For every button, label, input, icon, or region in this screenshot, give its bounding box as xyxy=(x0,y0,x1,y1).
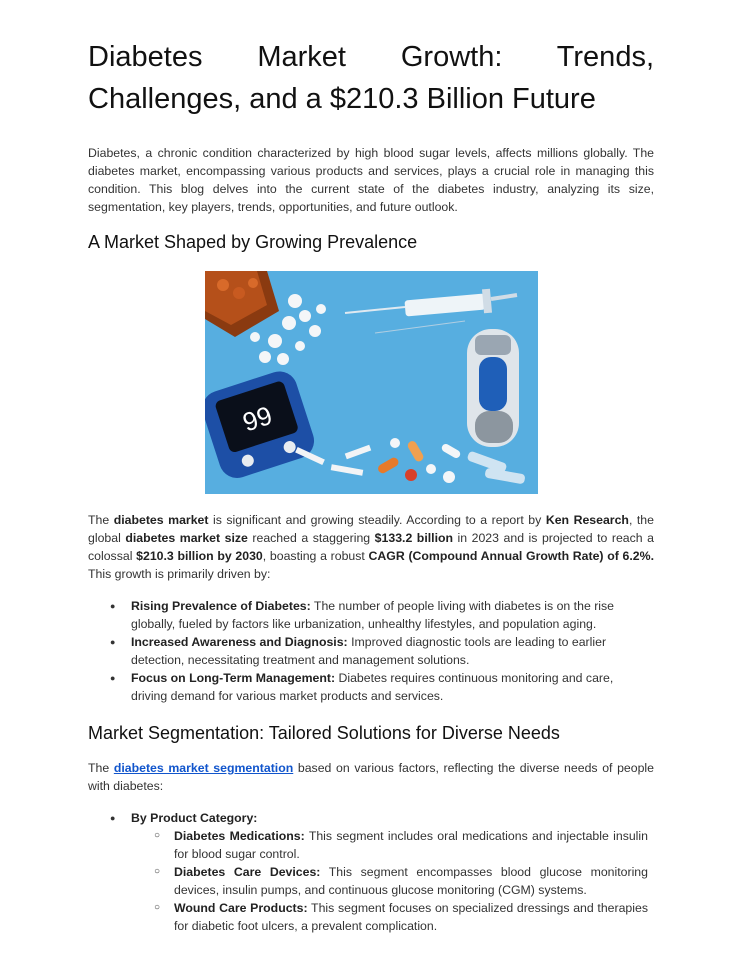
diabetes-supplies-image xyxy=(205,271,538,494)
list-item: ● Focus on Long-Term Management: Diabetes requires continuous monitoring and care, driving demand for various market products and services. xyxy=(131,669,648,705)
list-item: ○ Diabetes Care Devices: This segment encompasses blood glucose monitoring devices, insulin pumps, and continuous glucose monitoring (CGM) systems. xyxy=(174,863,648,899)
list-item: ○ Diabetes Medications: This segment includes oral medications and injectable insulin for blood sugar control. xyxy=(174,827,648,863)
document-page xyxy=(88,36,654,935)
segmentation-link[interactable]: diabetes market segmentation xyxy=(113,761,294,775)
list-item: ○ Wound Care Products: This segment focuses on specialized dressings and therapies for diabetic foot ulcers, a prevalent complication. xyxy=(174,899,648,935)
growth-drivers-list xyxy=(88,597,654,705)
section-heading-segmentation: Market Segmentation: Tailored Solutions for Diverse Needs xyxy=(88,723,560,743)
section-heading-prevalence: A Market Shaped by Growing Prevalence xyxy=(88,232,418,252)
intro-paragraph: Diabetes, a chronic condition characterized by high blood sugar levels, affects millions globally. The diabetes market, encompassing various products and services, plays a crucial role in managing this condition. This blog delves into the current state of the diabetes industry, analyzing its size, segmentation, key players, trends, opportunities, and future outlook. xyxy=(88,146,654,214)
segmentation-list xyxy=(88,809,654,935)
lancing-device-icon xyxy=(467,329,519,447)
product-category-sublist xyxy=(131,827,648,935)
list-item: ● Rising Prevalence of Diabetes: The number of people living with diabetes is on the rise globally, fueled by factors like urbanization, unhealthy lifestyles, and population aging. xyxy=(131,597,648,633)
page-title: Diabetes Market Growth: Trends, Challenges, and a $210.3 Billion Future xyxy=(88,41,654,115)
market-size-paragraph: The diabetes market is significant and growing steadily. According to a report by Ken Research, the global diabetes market size reached a staggering $133.2 billion in 2023 and is projected to reach a colossal $210.3 billion by 2030, boasting a robust CAGR (Compound Annual Growth Rate) of 6.2%. This growth is primarily driven by: xyxy=(88,513,654,581)
list-item: ● Increased Awareness and Diagnosis: Improved diagnostic tools are leading to earlier detection, necessitating treatment and management solutions. xyxy=(131,633,648,669)
list-item: ● By Product Category: ○ Diabetes Medications: This segment includes oral medications and injectable insulin for blood sugar control. ○ Diabetes Care Devices: This segment encompasses blood glucose monitoring devices, insulin pumps, and continuous glucose monitoring (CGM) systems. ○ Wound Care Products: This segment focuses on specialized dressings and therapies for diabetic foot ulcers, a prevalent complication. xyxy=(131,809,648,935)
segmentation-paragraph: The diabetes market segmentation based on various factors, reflecting the diverse needs of people with diabetes: xyxy=(88,761,655,793)
svg-text:99: 99 xyxy=(238,399,276,438)
